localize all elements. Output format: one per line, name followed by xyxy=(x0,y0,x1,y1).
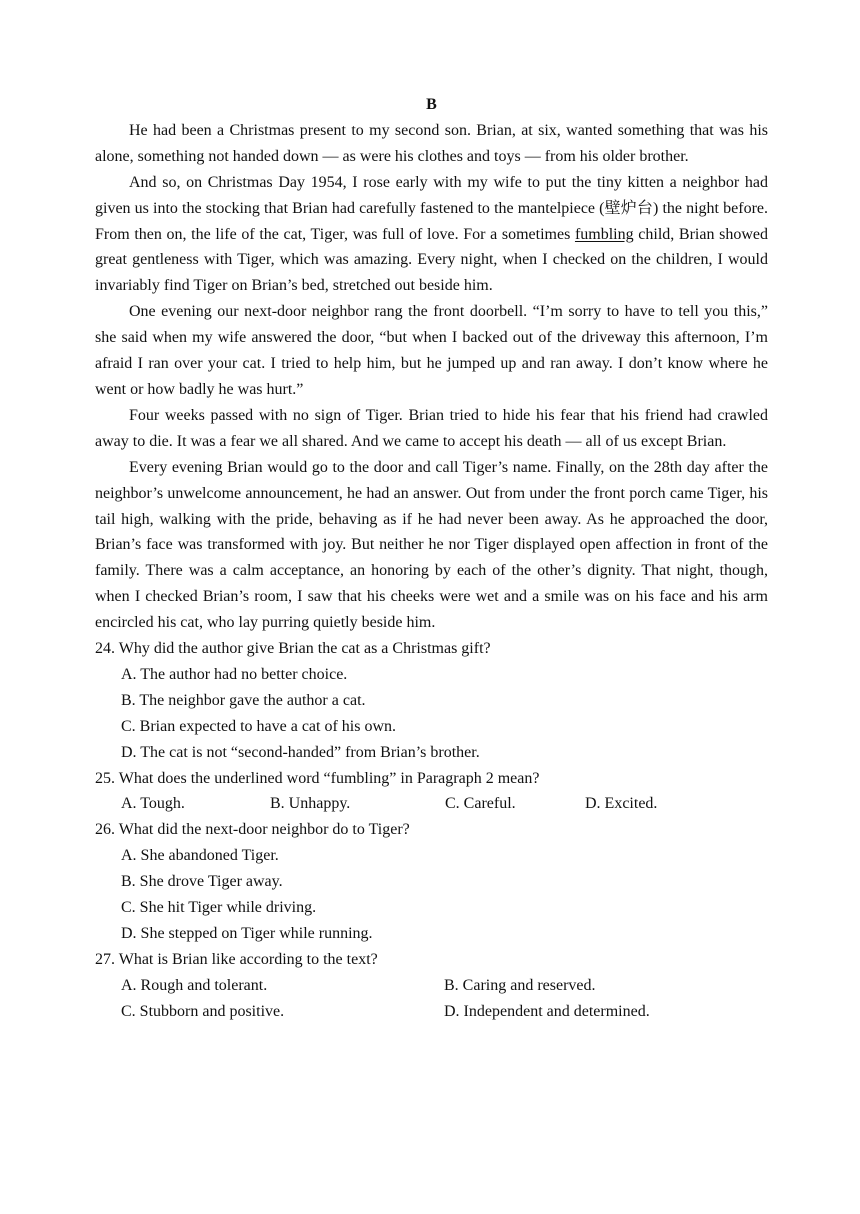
question-27-options-row-2 xyxy=(95,999,768,1025)
question-25-stem: 25. What does the underlined word “fumbling” in Paragraph 2 mean? xyxy=(95,769,540,787)
question-27 xyxy=(95,947,768,1025)
paragraph-2 xyxy=(95,170,768,300)
section-title: B xyxy=(426,96,437,113)
question-25-option-a: A. Tough. xyxy=(121,795,185,813)
question-26-option-c: C. She hit Tiger while driving. xyxy=(121,899,317,917)
question-25 xyxy=(95,766,768,818)
question-24-option-a: A. The author had no better choice. xyxy=(121,665,348,683)
question-26-option-b: B. She drove Tiger away. xyxy=(121,873,283,891)
question-24-option-b: B. The neighbor gave the author a cat. xyxy=(121,691,366,709)
question-25-option-b: B. Unhappy. xyxy=(270,795,351,813)
document-page xyxy=(95,92,768,1025)
question-26-option-d: D. She stepped on Tiger while running. xyxy=(121,925,373,942)
question-27-stem: 27. What is Brian like according to the text? xyxy=(95,950,378,968)
question-27-options-row-1 xyxy=(95,973,768,999)
question-27-option-b: B. Caring and reserved. xyxy=(444,976,596,994)
question-27-option-d: D. Independent and determined. xyxy=(444,1002,650,1020)
question-24-option-d: D. The cat is not “second-handed” from Brian’s brother. xyxy=(121,743,480,761)
question-27-option-a: A. Rough and tolerant. xyxy=(121,976,268,994)
paragraph-2-part-2: child, Brian showed great gentleness with Tiger, which was amazing. Every night, when I checked on the children, I would invariably find Tiger on Brian’s bed, stretched out beside him. xyxy=(95,225,769,295)
question-25-options xyxy=(95,791,768,817)
question-25-option-d: D. Excited. xyxy=(585,795,658,813)
paragraph-4: Four weeks passed with no sign of Tiger. Brian tried to hide his fear that his friend had crawled away to die. It was a fear we all shared. And we came to accept his death — all of us except Brian. xyxy=(95,406,768,450)
question-27-option-c: C. Stubborn and positive. xyxy=(121,1002,285,1020)
question-25-option-c: C. Careful. xyxy=(445,795,516,813)
underlined-word: fumbling xyxy=(574,225,634,243)
question-24-option-c: C. Brian expected to have a cat of his own. xyxy=(121,717,397,735)
question-26-option-a: A. She abandoned Tiger. xyxy=(121,847,279,865)
question-26 xyxy=(95,817,768,947)
question-26-stem: 26. What did the next-door neighbor do to Tiger? xyxy=(95,821,410,839)
question-24-stem: 24. Why did the author give Brian the cat as a Christmas gift? xyxy=(95,640,491,658)
question-24 xyxy=(95,636,768,766)
paragraph-1: He had been a Christmas present to my second son. Brian, at six, wanted something that was his alone, something not handed down — as were his clothes and toys — from his older brother. xyxy=(95,121,768,165)
paragraph-2-part-1: And so, on Christmas Day 1954, I rose early with my wife to put the tiny kitten a neighbor had given us into the stocking that Brian had carefully fastened to the mantelpiece (壁炉台) the night before. From then on, the life of the cat, Tiger, was full of love. For a sometimes xyxy=(95,173,768,243)
paragraph-3: One evening our next-door neighbor rang the front doorbell. “I’m sorry to have to tell you this,” she said when my wife answered the door, “but when I backed out of the driveway this afternoon, I’m afraid I ran over your cat. I tried to help him, but he jumped up and ran away. I don’t know where he went or how badly he was hurt.” xyxy=(95,303,768,398)
paragraph-5: Every evening Brian would go to the door and call Tiger’s name. Finally, on the 28th day after the neighbor’s unwelcome announcement, he had an answer. Out from under the front porch came Tiger, his tail high, walking with the pride, behaving as if he had never been away. As he approached the door, Brian’s face was transformed with joy. But neither he nor Tiger displayed open affection in front of the family. There was a calm acceptance, an honoring by each of the other’s dignity. That night, though, when I checked Brian’s room, I saw that his cheeks were wet and a smile was on his face and his arm encircled his cat, who lay purring quietly beside him. xyxy=(95,458,768,632)
